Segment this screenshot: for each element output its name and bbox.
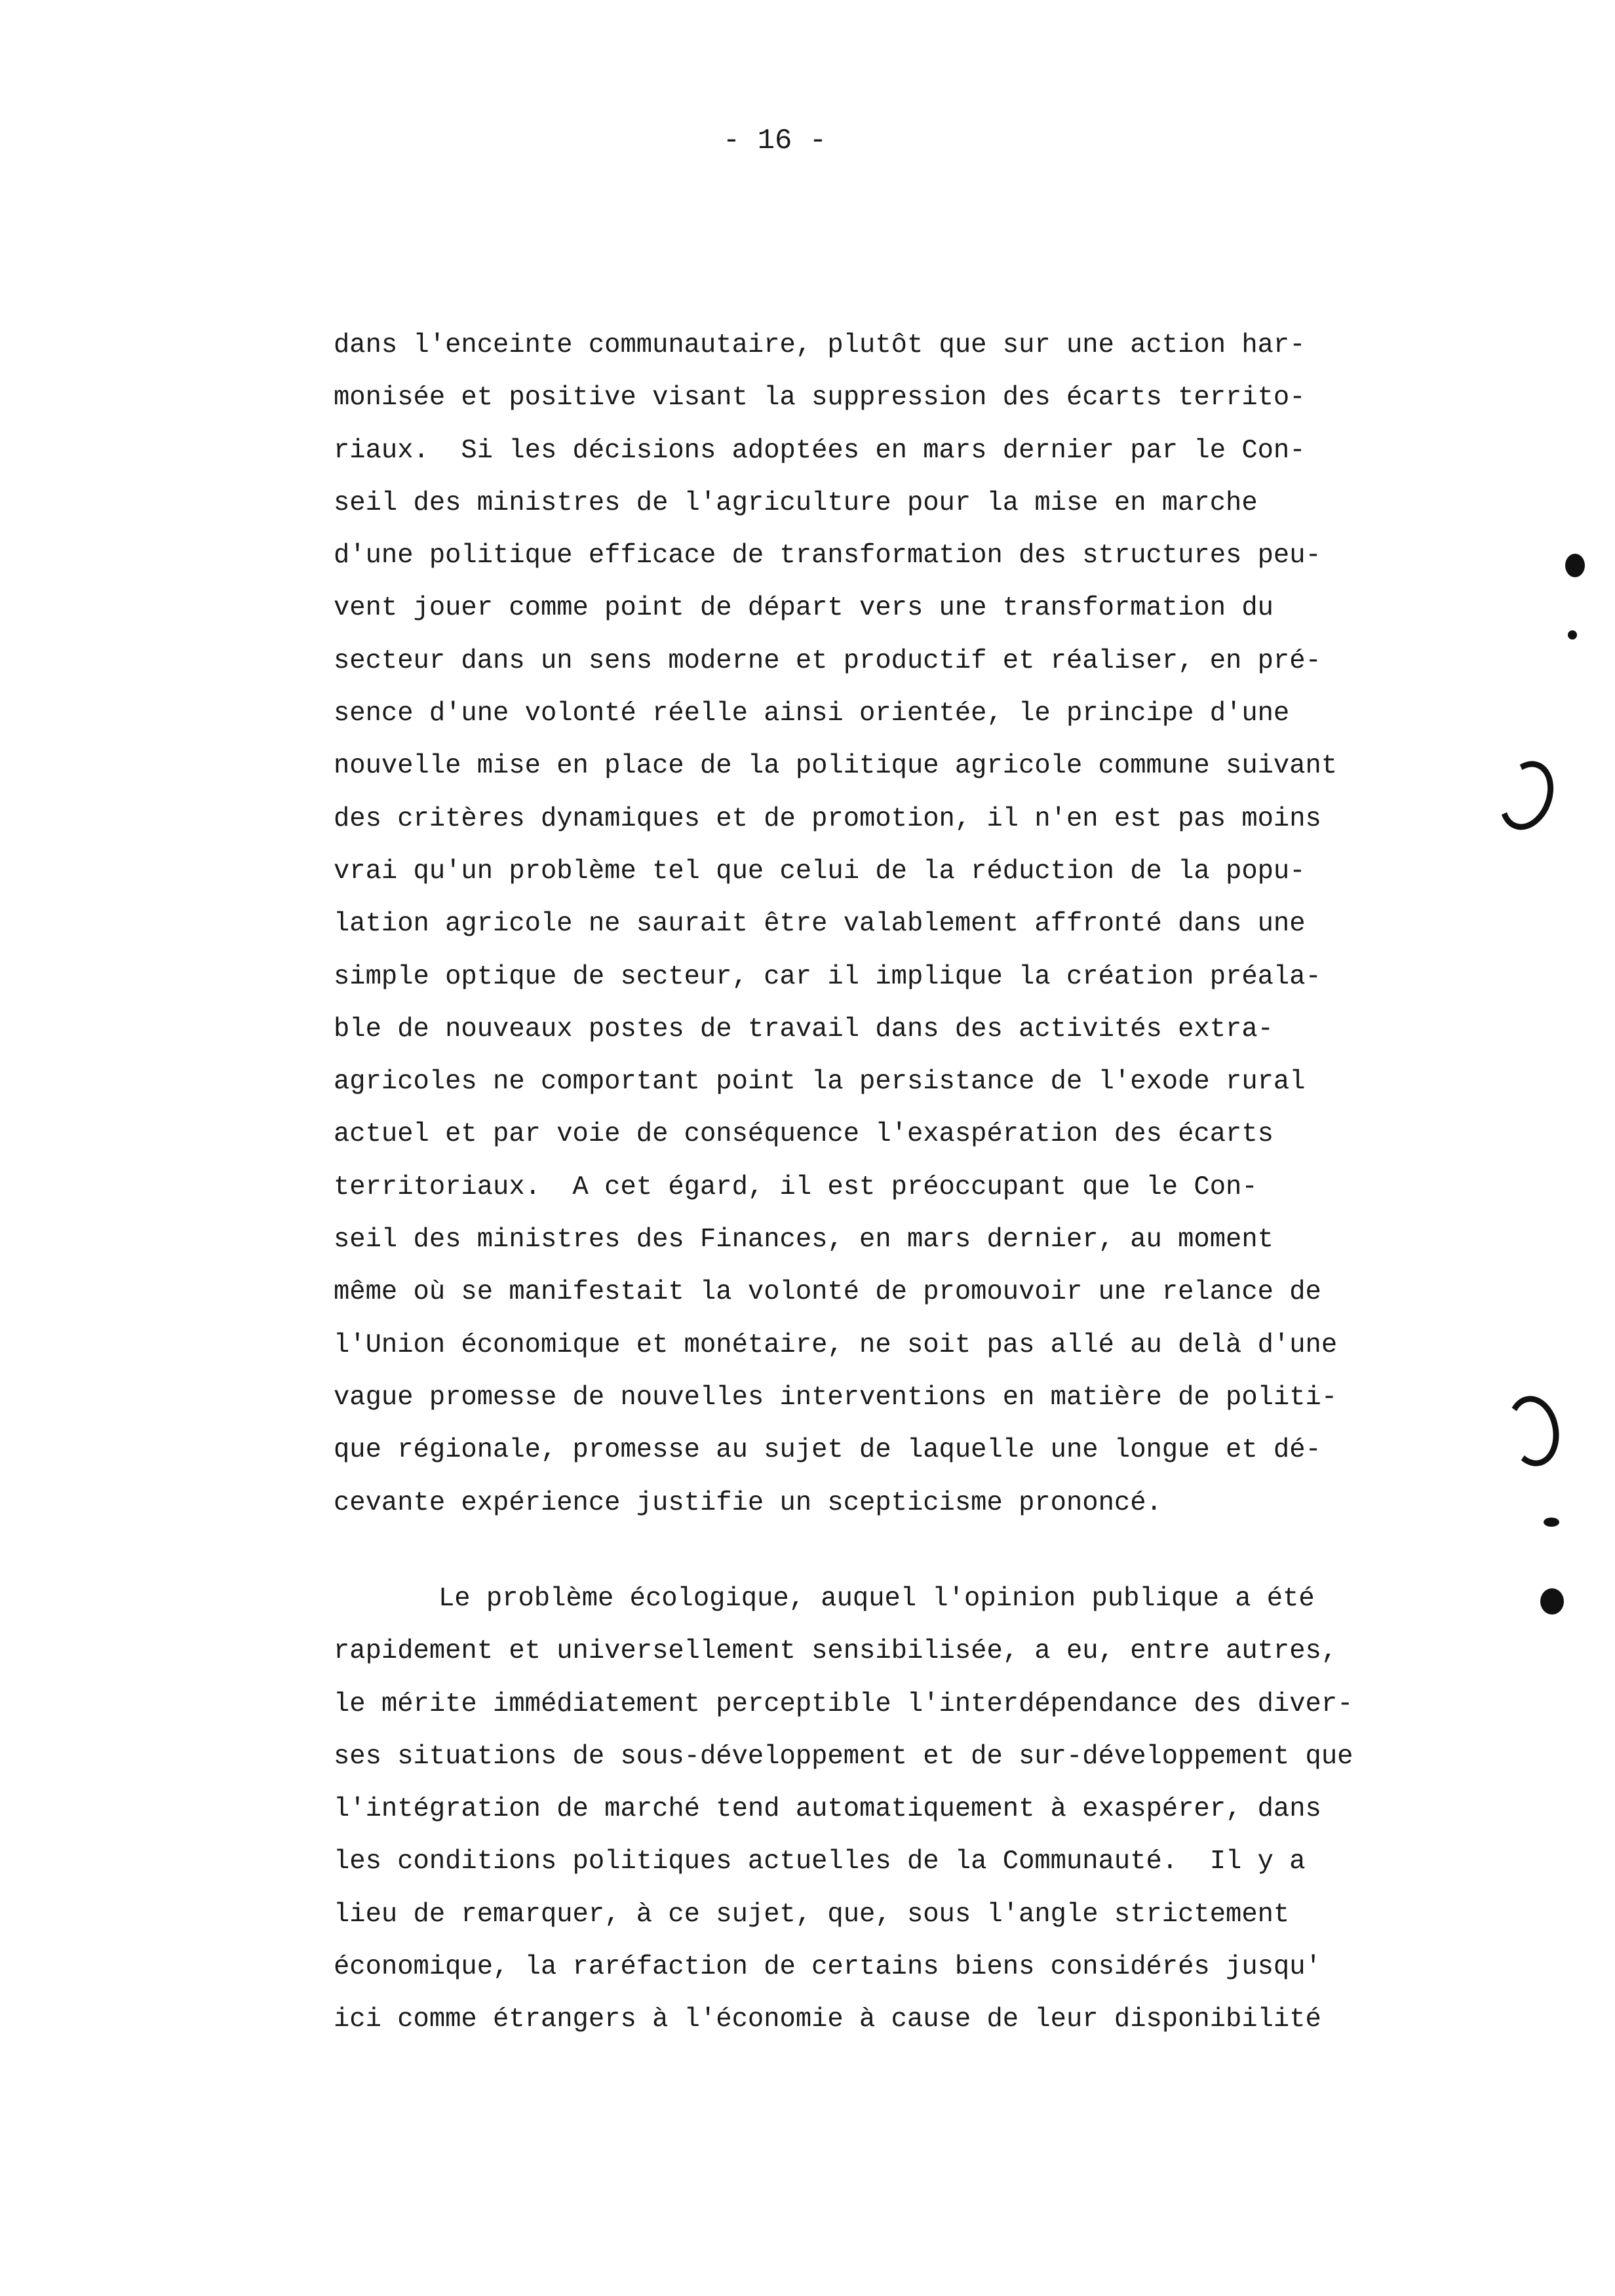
page-number: - 16 - — [722, 124, 827, 157]
text-line: l'intégration de marché tend automatiquement à exaspérer, dans — [334, 1794, 1321, 1825]
text-line: les conditions politiques actuelles de la Communauté. Il y a — [334, 1846, 1306, 1877]
text-line: ble de nouveaux postes de travail dans des activités extra- — [334, 1014, 1274, 1044]
scan-dot-mark — [1540, 1588, 1564, 1615]
text-line: ses situations de sous-développement et de sur-développement que — [334, 1741, 1353, 1772]
text-line: rapidement et universellement sensibilisée, a eu, entre autres, — [334, 1636, 1338, 1667]
text-line: monisée et positive visant la suppression des écarts territo- — [334, 383, 1306, 413]
text-line: vrai qu'un problème tel que celui de la réduction de la popu- — [334, 856, 1306, 887]
scan-bracket-mark — [1490, 754, 1563, 837]
text-line: Le problème écologique, auquel l'opinion publique a été — [438, 1584, 1315, 1614]
paragraph-1 — [334, 319, 1337, 1529]
text-line: l'Union économique et monétaire, ne soit pas allé au delà d'une — [334, 1330, 1338, 1360]
text-line: simple optique de secteur, car il implique la création préala- — [334, 961, 1321, 992]
text-line: cevante expérience justifie un scepticisme prononcé. — [334, 1487, 1162, 1518]
text-line: actuel et par voie de conséquence l'exaspération des écarts — [334, 1119, 1274, 1150]
text-line: le mérite immédiatement perceptible l'interdépendance des diver- — [334, 1689, 1353, 1719]
text-line: lation agricole ne saurait être valablement affronté dans une — [334, 909, 1306, 940]
paragraph-2 — [334, 1573, 1353, 2046]
text-line: riaux. Si les décisions adoptées en mars dernier par le Con- — [334, 435, 1306, 466]
text-line: secteur dans un sens moderne et productif et réaliser, en pré- — [334, 645, 1321, 676]
scan-dot-mark — [1544, 1518, 1559, 1527]
text-line: seil des ministres de l'agriculture pour la mise en marche — [334, 488, 1258, 518]
text-line: dans l'enceinte communautaire, plutôt que sur une action har- — [334, 330, 1306, 360]
text-line: économique, la raréfaction de certains biens considérés jusqu' — [334, 1952, 1321, 1983]
text-line: agricoles ne comportant point la persistance de l'exode rural — [334, 1067, 1306, 1098]
scan-dot-mark — [1568, 630, 1577, 640]
text-line: vague promesse de nouvelles interventions en matière de politi- — [334, 1382, 1338, 1413]
text-line: même où se manifestait la volonté de promouvoir une relance de — [334, 1277, 1321, 1308]
scan-dot-mark — [1565, 554, 1585, 577]
text-line: d'une politique efficace de transformation des structures peu- — [334, 541, 1321, 571]
text-line: nouvelle mise en place de la politique agricole commune suivant — [334, 751, 1338, 782]
text-line: vent jouer comme point de départ vers une transformation du — [334, 593, 1274, 624]
text-line: ici comme étrangers à l'économie à cause de leur disponibilité — [334, 2004, 1321, 2035]
scan-bracket-mark — [1502, 1392, 1565, 1470]
text-line: sence d'une volonté réelle ainsi orientée, le principe d'une — [334, 698, 1290, 729]
text-line: territoriaux. A cet égard, il est préoccupant que le Con- — [334, 1172, 1258, 1202]
text-line: des critères dynamiques et de promotion, il n'en est pas moins — [334, 803, 1321, 834]
text-line: que régionale, promesse au sujet de laquelle une longue et dé- — [334, 1435, 1321, 1466]
text-line: lieu de remarquer, à ce sujet, que, sous l'angle strictement — [334, 1899, 1290, 1930]
text-line: seil des ministres des Finances, en mars dernier, au moment — [334, 1225, 1274, 1255]
